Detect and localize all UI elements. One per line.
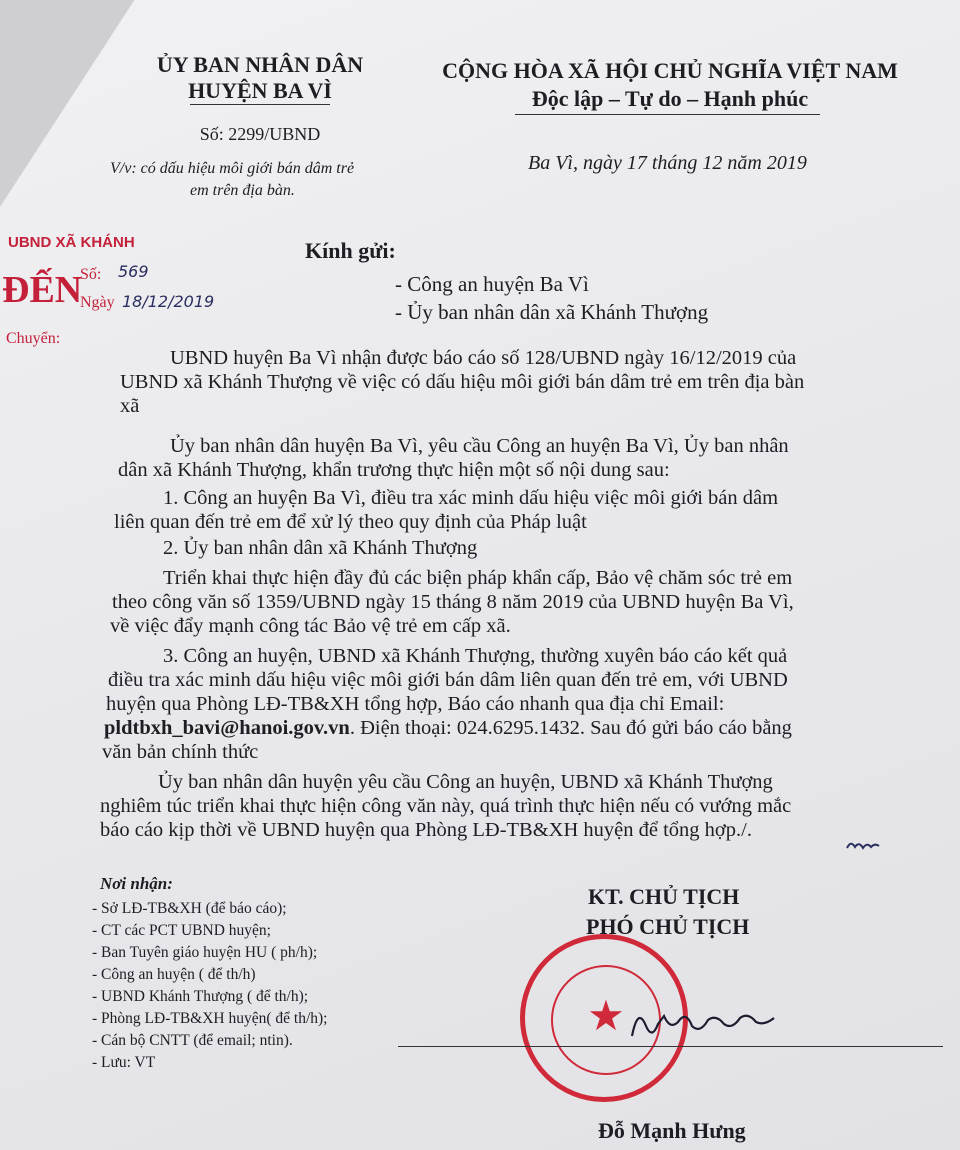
- subject-line2: em trên địa bàn.: [190, 182, 295, 199]
- stamp-date-label: Ngày: [80, 294, 115, 311]
- motto-underline: [515, 114, 820, 115]
- body-line: [104, 716, 792, 740]
- incoming-stamp: [0, 228, 225, 356]
- issuing-org-line1: ỦY BAN NHÂN DÂN: [156, 52, 364, 77]
- place-date: Ba Vì, ngày 17 tháng 12 năm 2019: [528, 152, 807, 174]
- distribution-title: Nơi nhận:: [100, 874, 173, 893]
- star-icon: ★: [587, 994, 625, 1040]
- body-line: 3. Công an huyện, UBND xã Khánh Thượng, thường xuyên báo cáo kết quả: [163, 645, 788, 667]
- recipient-item: - Ủy ban nhân dân xã Khánh Thượng: [395, 300, 709, 324]
- body-line: theo công văn số 1359/UBND ngày 15 tháng 8 năm 2019 của UBND huyện Ba Vì,: [112, 591, 794, 613]
- initials-mark: [845, 838, 881, 852]
- distribution-item: - UBND Khánh Thượng ( để th/h);: [92, 988, 309, 1005]
- signer-name: Đỗ Mạnh Hưng: [598, 1118, 746, 1143]
- stamp-date-value: 18/12/2019: [122, 292, 215, 311]
- contact-phone-text: . Điện thoại: 024.6295.1432. Sau đó gửi báo cáo bằng: [349, 717, 792, 739]
- body-line: Ủy ban nhân dân huyện Ba Vì, yêu cầu Công an huyện Ba Vì, Ủy ban nhân: [170, 435, 789, 457]
- body-line: UBND huyện Ba Vì nhận được báo cáo số 128/UBND ngày 16/12/2019 của: [170, 347, 797, 369]
- distribution-item: - Sở LĐ-TB&XH (để báo cáo);: [92, 900, 287, 917]
- distribution-item: - Phòng LĐ-TB&XH huyện( để th/h);: [92, 1010, 328, 1027]
- body-line: điều tra xác minh dấu hiệu việc môi giới bán dâm liên quan đến trẻ em, với UBND: [108, 669, 788, 691]
- greeting: Kính gửi:: [305, 238, 396, 263]
- issuing-org-line2: HUYỆN BA VÌ: [188, 78, 332, 103]
- body-line: UBND xã Khánh Thượng về việc có dấu hiệu môi giới bán dâm trẻ em trên địa bàn: [120, 371, 805, 393]
- body-line: dân xã Khánh Thượng, khẩn trương thực hiện một số nội dung sau:: [118, 459, 670, 481]
- subject-line1: V/v: có dấu hiệu môi giới bán dâm trẻ: [110, 160, 355, 177]
- distribution-item: - Lưu: VT: [92, 1054, 156, 1071]
- distribution-item: - Cán bộ CNTT (để email; ntin).: [92, 1032, 293, 1049]
- body-line: văn bản chính thức: [102, 741, 259, 763]
- stamp-org: UBND XÃ KHÁNH: [8, 234, 135, 251]
- signature-position: PHÓ CHỦ TỊCH: [586, 914, 750, 939]
- body-line: xã: [120, 395, 140, 417]
- body-line: báo cáo kịp thời về UBND huyện qua Phòng LĐ-TB&XH huyện để tổng hợp./.: [100, 819, 752, 841]
- recipient-item: - Công an huyện Ba Vì: [395, 272, 589, 296]
- body-line: huyện qua Phòng LĐ-TB&XH tổng hợp, Báo cáo nhanh qua địa chỉ Email:: [106, 693, 725, 715]
- body-line: 1. Công an huyện Ba Vì, điều tra xác minh dấu hiệu việc môi giới bán dâm: [163, 487, 779, 509]
- signature-title: KT. CHỦ TỊCH: [588, 884, 740, 909]
- stamp-label: ĐẾN: [2, 269, 83, 311]
- body-line: Triển khai thực hiện đầy đủ các biện pháp khẩn cấp, Bảo vệ chăm sóc trẻ em: [163, 567, 793, 589]
- body-line: về việc đẩy mạnh công tác Bảo vệ trẻ em cấp xã.: [110, 615, 511, 637]
- stamp-number-value: 569: [118, 262, 149, 281]
- signature-line: [398, 1046, 943, 1047]
- body-line: Ủy ban nhân dân huyện yêu cầu Công an huyện, UBND xã Khánh Thượng: [158, 771, 773, 793]
- body-line: 2. Ủy ban nhân dân xã Khánh Thượng: [163, 537, 478, 559]
- distribution-item: - Ban Tuyên giáo huyện HU ( ph/h);: [92, 944, 318, 961]
- org-underline: [190, 104, 330, 105]
- signature-scribble: [628, 996, 778, 1046]
- body-line: nghiêm túc triển khai thực hiện công văn này, quá trình thực hiện nếu có vướng mắc: [100, 795, 792, 817]
- stamp-transfer-label: Chuyển:: [6, 330, 61, 347]
- document-number: Số: 2299/UBND: [199, 124, 321, 144]
- contact-email: pldtbxh_bavi@hanoi.gov.vn: [104, 717, 350, 739]
- national-title: CỘNG HÒA XÃ HỘI CHỦ NGHĨA VIỆT NAM: [442, 58, 898, 83]
- stamp-number-label: Số:: [80, 266, 102, 283]
- body-line: liên quan đến trẻ em để xử lý theo quy định của Pháp luật: [114, 511, 587, 533]
- national-motto: Độc lập – Tự do – Hạnh phúc: [531, 86, 809, 111]
- distribution-item: - CT các PCT UBND huyện;: [92, 922, 271, 939]
- distribution-item: - Công an huyện ( để th/h): [92, 966, 256, 983]
